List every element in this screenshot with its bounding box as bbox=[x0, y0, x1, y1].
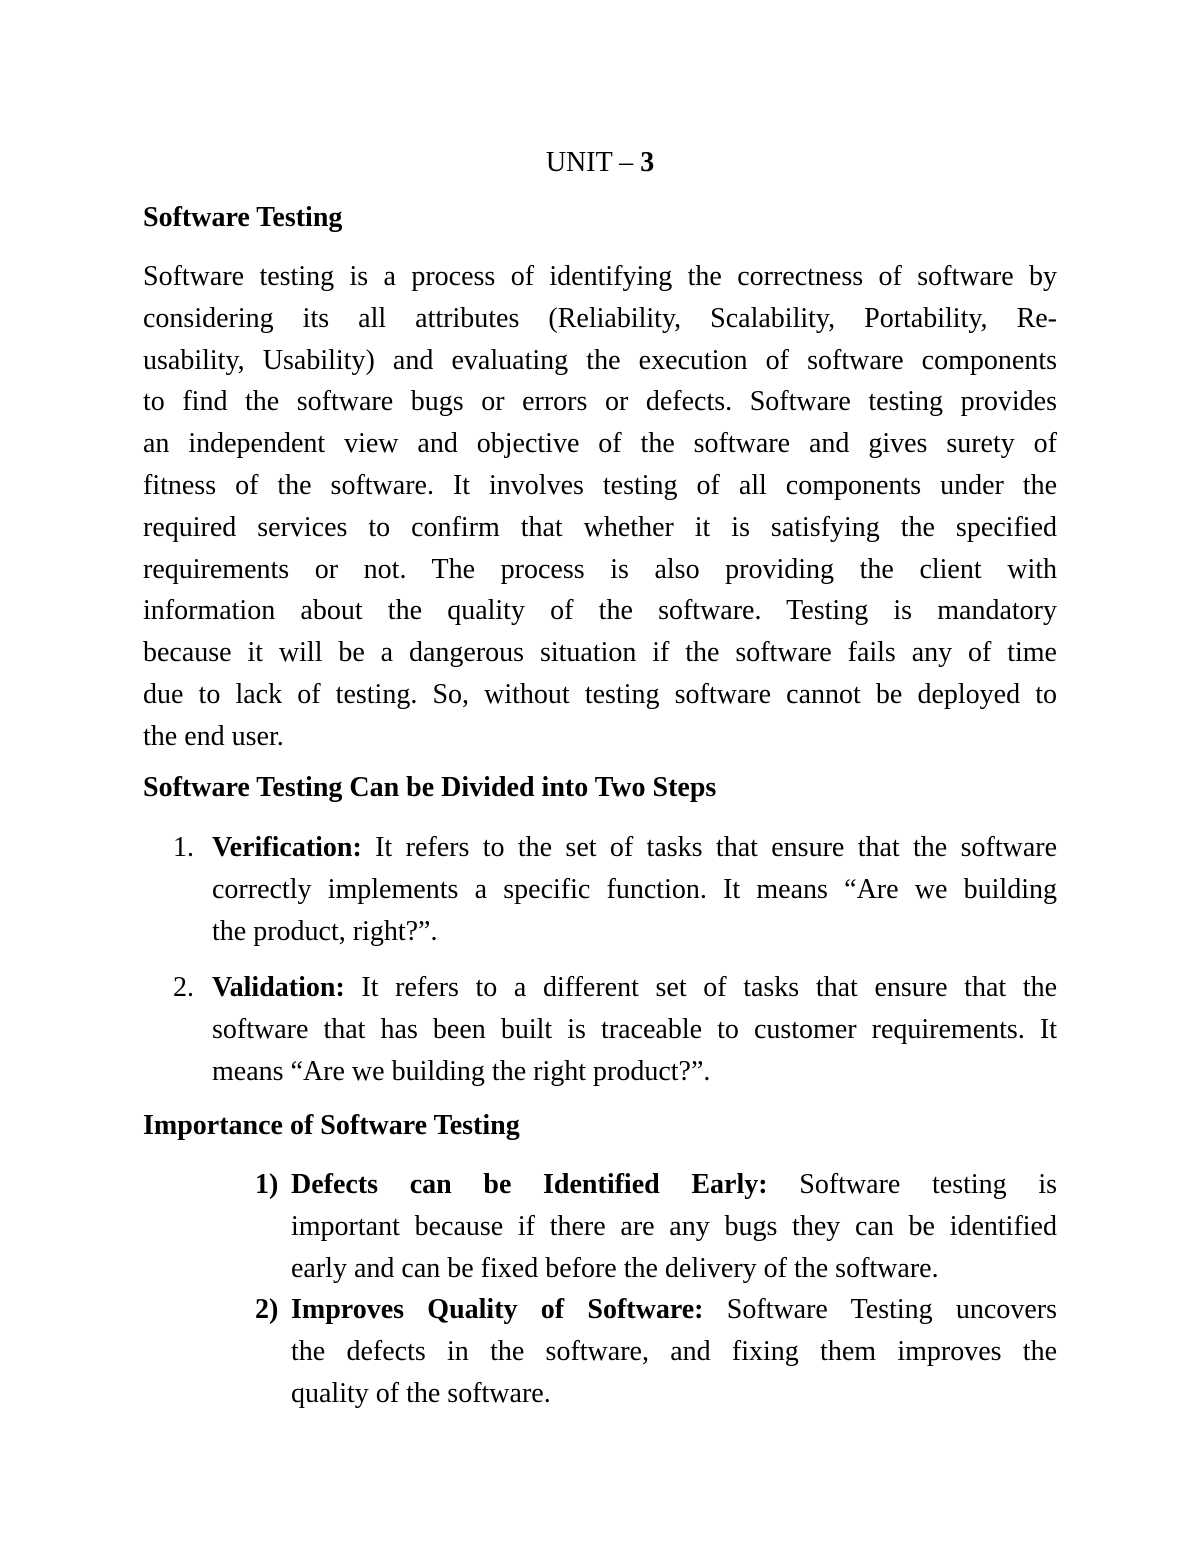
heading-software-testing: Software Testing bbox=[143, 202, 343, 233]
paragraph-line: required services to confirm that whether it is satisfying the specified bbox=[143, 511, 1057, 543]
list-item-line bbox=[212, 827, 1057, 869]
list-item-line bbox=[291, 1289, 1057, 1331]
list-item-line bbox=[212, 967, 1057, 1009]
list-item-line bbox=[291, 1164, 1057, 1206]
unit-title bbox=[0, 146, 1200, 180]
list-item-body bbox=[291, 1289, 1057, 1414]
heading-importance: Importance of Software Testing bbox=[143, 1110, 520, 1141]
paragraph-line: an independent view and objective of the software and gives surety of bbox=[143, 428, 1057, 460]
paragraph-line: information about the quality of the software. Testing is mandatory bbox=[143, 595, 1057, 627]
list-number: 1) bbox=[255, 1169, 279, 1200]
list-item-line: the product, right?”. bbox=[212, 915, 438, 947]
list-number: 1. bbox=[173, 832, 194, 863]
paragraph-line: to find the software bugs or errors or defects. Software testing provides bbox=[143, 386, 1057, 418]
list-item-text: Software Testing uncovers bbox=[703, 1294, 1057, 1325]
list-item-body bbox=[291, 1164, 1057, 1289]
paragraph-line: usability, Usability) and evaluating the execution of software components bbox=[143, 344, 1057, 376]
list-item-text: Software testing is bbox=[767, 1169, 1057, 1200]
list-item-text: It refers to a different set of tasks that ensure that the bbox=[344, 972, 1057, 1003]
paragraph-line: because it will be a dangerous situation if the software fails any of time bbox=[143, 637, 1057, 669]
list-item-body bbox=[212, 827, 1057, 952]
term-defects-early: Defects can be Identified Early: bbox=[291, 1169, 768, 1200]
list-item-line: correctly implements a specific function. It means “Are we building bbox=[212, 873, 1057, 905]
list-item-line: important because if there are any bugs they can be identified bbox=[291, 1210, 1057, 1242]
list-item-line: the defects in the software, and fixing them improves the bbox=[291, 1335, 1057, 1367]
list-item-line: quality of the software. bbox=[291, 1377, 551, 1409]
list-number: 2) bbox=[255, 1294, 279, 1325]
paragraph-line: Software testing is a process of identifying the correctness of software by bbox=[143, 261, 1057, 292]
list-item-line: software that has been built is traceable to customer requirements. It bbox=[212, 1013, 1057, 1045]
unit-label: UNIT – bbox=[545, 147, 641, 178]
list-item-line: means “Are we building the right product?”. bbox=[212, 1055, 711, 1087]
paragraph-line: fitness of the software. It involves testing of all components under the bbox=[143, 469, 1057, 501]
heading-two-steps: Software Testing Can be Divided into Two Steps bbox=[143, 772, 717, 803]
list-item-body bbox=[212, 967, 1057, 1092]
term-improves-quality: Improves Quality of Software: bbox=[291, 1294, 704, 1325]
term-verification: Verification: bbox=[212, 832, 362, 863]
term-validation: Validation: bbox=[212, 972, 345, 1003]
paragraph-line: the end user. bbox=[143, 720, 284, 752]
list-number: 2. bbox=[173, 972, 194, 1003]
paragraph-line: due to lack of testing. So, without testing software cannot be deployed to bbox=[143, 678, 1057, 710]
paragraph-line: considering its all attributes (Reliability, Scalability, Portability, Re- bbox=[143, 302, 1057, 334]
paragraph-line: requirements or not. The process is also providing the client with bbox=[143, 553, 1057, 585]
software-testing-paragraph bbox=[143, 256, 1057, 758]
list-item-text: It refers to the set of tasks that ensure that the software bbox=[361, 832, 1057, 863]
list-item-line: early and can be fixed before the delivery of the software. bbox=[291, 1252, 939, 1284]
unit-number: 3 bbox=[640, 147, 655, 178]
